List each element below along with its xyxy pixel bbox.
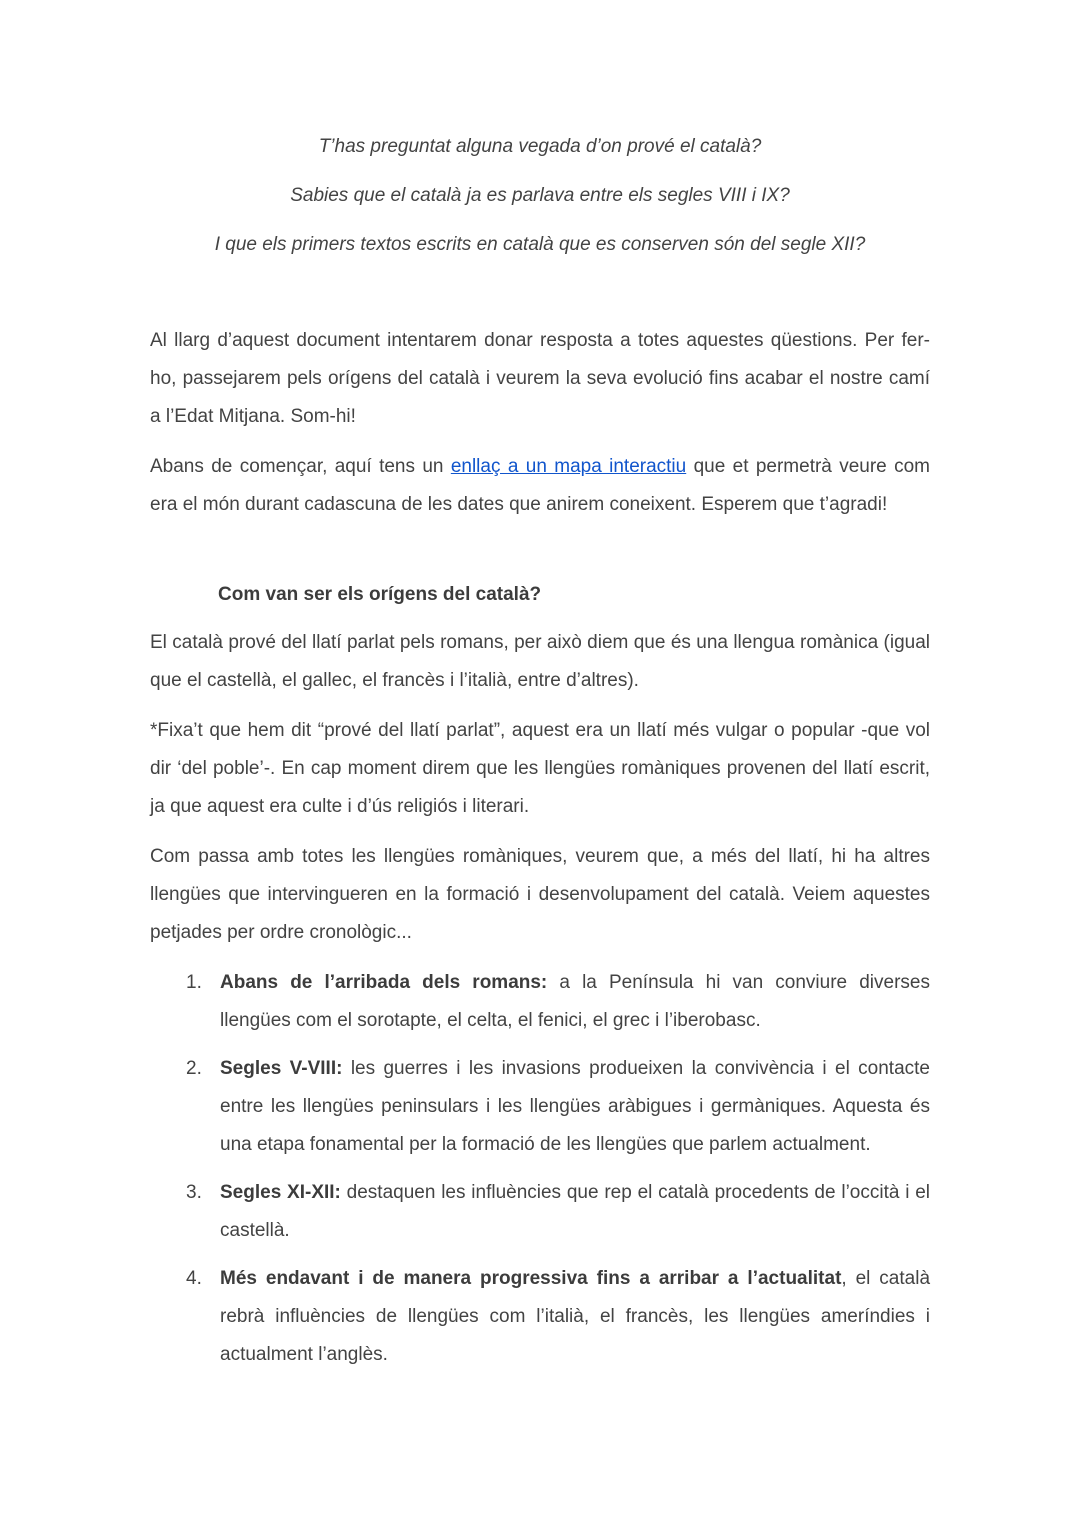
list-number: 3. <box>186 1182 202 1203</box>
list-item-1 <box>150 964 930 1040</box>
list-number: 2. <box>186 1058 202 1079</box>
list-lead-bold: Més endavant i de manera progressiva fins a arribar a l’actualitat <box>220 1268 842 1289</box>
list-item-2 <box>150 1050 930 1164</box>
list-number: 4. <box>186 1268 202 1289</box>
paragraph-map-link <box>150 448 930 524</box>
interactive-map-link[interactable]: enllaç a un mapa interactiu <box>450 456 687 477</box>
list-lead-bold: Segles XI-XII: <box>220 1182 341 1203</box>
intro-question-3: I que els primers textos escrits en català que es conserven són del segle XII? <box>214 234 866 255</box>
text-before-link: Abans de començar, aquí tens un <box>150 456 451 477</box>
list-text <box>220 964 930 1040</box>
list-rest: les guerres i les invasions produeixen la convivència i el contacte entre les llengües peninsulars i les llengües aràbigues i germàniques. Aquesta és una etapa fonamental per la formació de les llengües que parlem actualment. <box>220 1058 930 1155</box>
list-text <box>220 1260 930 1374</box>
list-rest: a la Península hi van conviure diverses llengües com el sorotapte, el celta, el fenici, el grec i l’iberobasc. <box>220 972 930 1031</box>
list-lead-bold: Abans de l’arribada dels romans: <box>220 972 548 993</box>
paragraph-intro: Al llarg d’aquest document intentarem donar resposta a totes aquestes qüestions. Per fer-ho, passejarem pels orígens del català i veurem la seva evolució fins acabar el nostre camí a l’Edat Mitjana. Som-hi! <box>150 330 930 427</box>
paragraph-chronology: Com passa amb totes les llengües romàniques, veurem que, a més del llatí, hi ha altres llengües que intervingueren en la formació i desenvolupament del català. Veiem aquestes petjades per ordre cronològic... <box>150 846 930 943</box>
chronology-list <box>150 964 930 1374</box>
intro-questions <box>150 128 930 264</box>
list-text <box>220 1050 930 1164</box>
list-text <box>220 1174 930 1250</box>
paragraph-fixat: *Fixa’t que hem dit “prové del llatí parlat”, aquest era un llatí més vulgar o popular -que vol dir ‘del poble’-. En cap moment direm que les llengües romàniques provenen del llatí escrit, ja que aquest era culte i d’ús religiós i literari. <box>150 720 930 817</box>
list-item-4 <box>150 1260 930 1374</box>
section-heading: Com van ser els orígens del català? <box>218 584 542 605</box>
text-after-link: que et permetrà veure com era el món durant cadascuna de les dates que anirem coneixent. Esperem que t’agradi! <box>150 456 930 515</box>
intro-question-2: Sabies que el català ja es parlava entre els segles VIII i IX? <box>290 185 790 206</box>
list-lead-bold: Segles V-VIII: <box>220 1058 343 1079</box>
list-rest: , el català rebrà influències de llengües com l’italià, el francès, les llengües ameríndies i actualment l’anglès. <box>220 1268 931 1365</box>
list-rest: destaquen les influències que rep el català procedents de l’occità i el castellà. <box>220 1182 930 1241</box>
list-item-3 <box>150 1174 930 1250</box>
intro-question-1: T’has preguntat alguna vegada d’on prové el català? <box>318 136 762 157</box>
list-number: 1. <box>186 972 202 993</box>
paragraph-romance: El català prové del llatí parlat pels romans, per això diem que és una llengua romànica (igual que el castellà, el gallec, el francès i l’italià, entre d’altres). <box>150 632 930 691</box>
